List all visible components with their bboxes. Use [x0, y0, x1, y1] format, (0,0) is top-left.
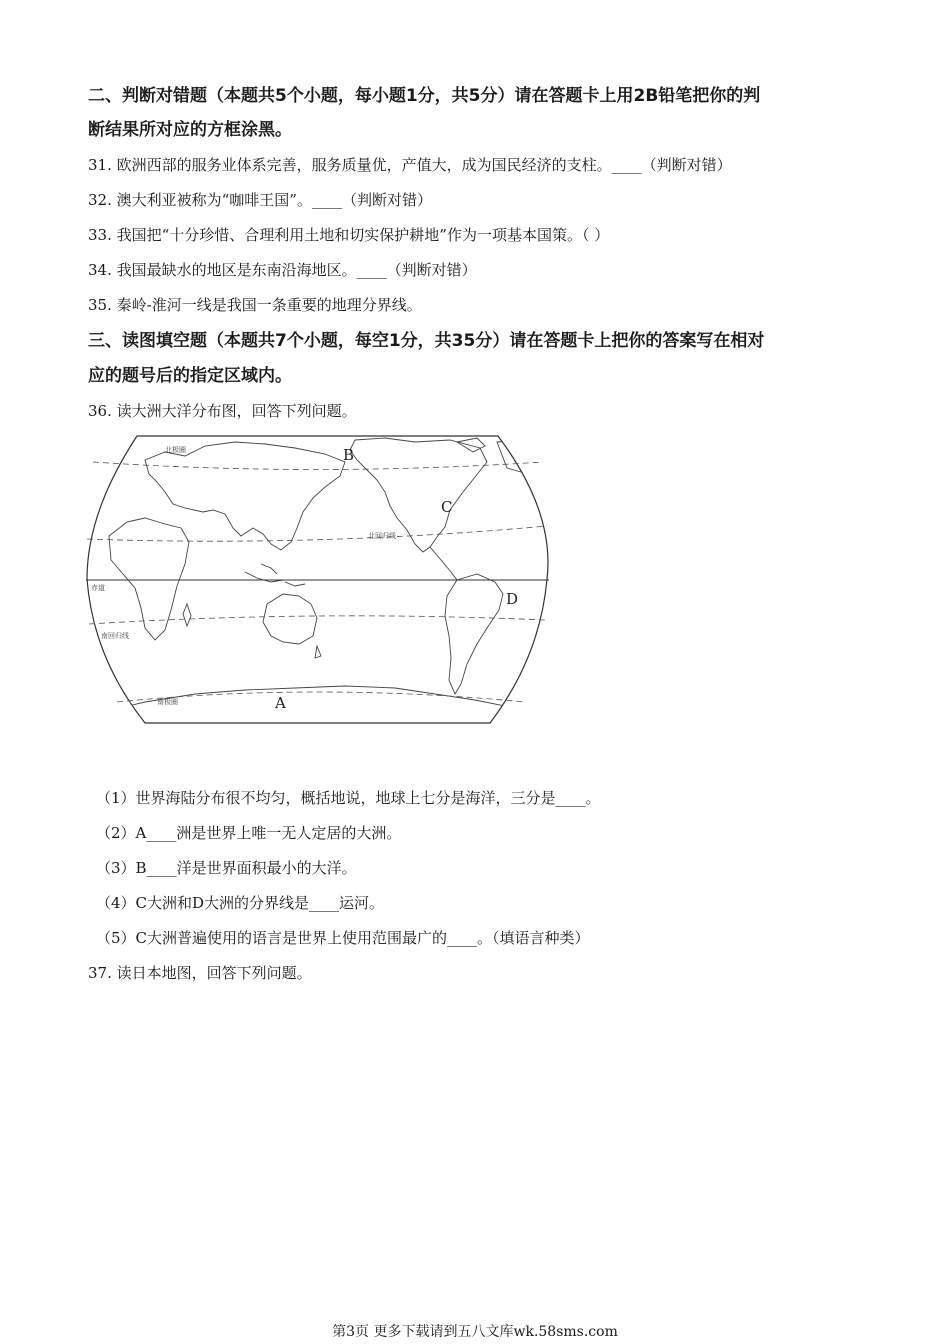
question-35: 35. 秦岭-淮河一线是我国一条重要的地理分界线。: [88, 296, 422, 314]
page-footer: 第3页 更多下载请到五八文库wk.58sms.com: [332, 1324, 618, 1340]
question-31: 31. 欧洲西部的服务业体系完善，服务质量优，产值大，成为国民经济的支柱。____（判断对错）: [88, 156, 732, 174]
question-37-stem: 37. 读日本地图，回答下列问题。: [88, 964, 312, 982]
map-label-d: D: [506, 590, 519, 608]
world-map: [85, 432, 550, 727]
antarctic-circle-label: 南极圈: [157, 698, 178, 706]
equator-label: 赤道: [91, 584, 105, 592]
section2-heading-line1: 二、判断对错题（本题共5个小题，每小题1分，共5分）请在答题卡上用2B铅笔把你的判: [88, 86, 761, 106]
section3-heading-line2: 应的题号后的指定区域内。: [88, 366, 292, 386]
tropic-of-cancer-label: 北回归线: [368, 532, 396, 540]
question-36-sub3: （3）B____洋是世界面积最小的大洋。: [96, 859, 357, 877]
map-label-c: C: [441, 498, 453, 516]
map-label-a: A: [275, 694, 286, 712]
question-33: 33. 我国把“十分珍惜、合理利用土地和切实保护耕地”作为一项基本国策。（ ）: [88, 226, 610, 244]
question-36-sub1: （1）世界海陆分布很不均匀，概括地说，地球上七分是海洋，三分是____。: [96, 789, 601, 807]
section2-heading-line2: 断结果所对应的方框涂黑。: [88, 120, 292, 140]
question-36-sub5: （5）C大洲普遍使用的语言是世界上使用范围最广的____。（填语言种类）: [96, 929, 590, 947]
tropic-of-capricorn-label: 南回归线: [101, 632, 129, 640]
arctic-circle-label: 北极圈: [165, 446, 186, 454]
question-34: 34. 我国最缺水的地区是东南沿海地区。____（判断对错）: [88, 261, 477, 279]
map-label-b: B: [343, 446, 355, 464]
question-36-sub4: （4）C大洲和D大洲的分界线是____运河。: [96, 894, 385, 912]
question-32: 32. 澳大利亚被称为“咖啡王国”。____（判断对错）: [88, 191, 432, 209]
question-36-sub2: （2）A____洲是世界上唯一无人定居的大洲。: [96, 824, 402, 842]
question-36-stem: 36. 读大洲大洋分布图，回答下列问题。: [88, 402, 357, 420]
section3-heading-line1: 三、读图填空题（本题共7个小题，每空1分，共35分）请在答题卡上把你的答案写在相对: [88, 331, 765, 351]
